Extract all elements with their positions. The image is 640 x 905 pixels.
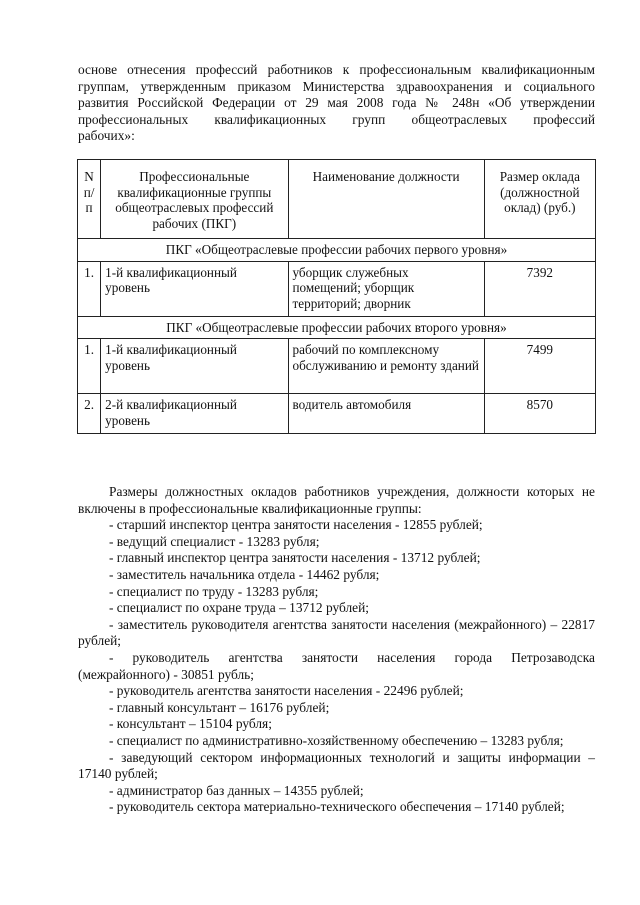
list-item: - главный консультант – 16176 рублей; [109, 699, 330, 715]
row-level: 1-й квалификационный уровень [101, 339, 288, 394]
list-item: - консультант – 15104 рубля; [109, 716, 272, 732]
row-salary: 8570 [484, 394, 595, 434]
table-row [78, 261, 596, 316]
salary-table [77, 159, 596, 434]
intro-line: развития Российской Федерации от 29 мая 2008 года № 248н «Об утверждении [78, 95, 595, 110]
group-row [78, 316, 596, 339]
header-group: Профессиональные квалификационные группы общеотраслевых профессий рабочих (ПКГ) [101, 160, 288, 239]
row-position: водитель автомобиля [288, 394, 484, 434]
list-item: - заведующий сектором информационных технологий и защиты информации – 17140 рублей; [78, 749, 595, 782]
list-item: - заместитель руководителя агентства занятости населения (межрайонного) – 22817 рублей; [78, 616, 595, 649]
list-item: - администратор баз данных – 14355 рублей; [109, 782, 364, 798]
row-num: 1. [78, 261, 101, 316]
list-item: - специалист по труду - 13283 рубля; [109, 583, 319, 599]
row-position: уборщик служебных помещений; уборщик территорий; дворник [288, 261, 484, 316]
header-position: Наименование должности [288, 160, 484, 239]
table-header-row [78, 160, 596, 239]
intro-line: профессиональных квалификационных групп общеотраслевых профессий [78, 111, 595, 127]
list-item: - заместитель начальника отдела - 14462 рубля; [109, 566, 380, 582]
row-num: 2. [78, 394, 101, 434]
list-item: - главный инспектор центра занятости населения - 13712 рублей; [109, 550, 481, 566]
list-item: - старший инспектор центра занятости населения - 12855 рублей; [109, 517, 483, 533]
list-item: - руководитель агентства занятости населения города Петрозаводска (межрайонного) - 30851 рубль; [78, 649, 595, 682]
lead-paragraph: Размеры должностных окладов работников учреждения, должности которых не включены в профессиональные квалификационные группы: [78, 484, 595, 516]
header-num: N п/п [78, 160, 101, 239]
row-level: 1-й квалификационный уровень [101, 261, 288, 316]
table-row [78, 394, 596, 434]
group-title: ПКГ «Общеотраслевые профессии рабочих второго уровня» [78, 316, 596, 339]
table-row [78, 339, 596, 394]
intro-line: рабочих»: [78, 128, 135, 143]
intro-line: группам, утвержденным приказом Министерства здравоохранения и социального [78, 78, 595, 94]
list-item: - руководитель сектора материально-технического обеспечения – 17140 рублей; [109, 799, 565, 815]
row-num: 1. [78, 339, 101, 394]
list-item: - специалист по административно-хозяйственному обеспечению – 13283 рубля; [109, 732, 564, 748]
group-title: ПКГ «Общеотраслевые профессии рабочих первого уровня» [78, 239, 596, 262]
row-salary: 7499 [484, 339, 595, 394]
intro-paragraph [78, 62, 595, 145]
intro-line: основе отнесения профессий работников к профессиональным квалификационным [78, 62, 595, 77]
list-item: - специалист по охране труда – 13712 рублей; [109, 600, 369, 616]
row-level: 2-й квалификационный уровень [101, 394, 288, 434]
list-item: - руководитель агентства занятости населения - 22496 рублей; [109, 683, 464, 699]
row-position: рабочий по комплексному обслуживанию и ремонту зданий [288, 339, 484, 394]
group-row [78, 239, 596, 262]
body-text [78, 484, 595, 816]
header-salary: Размер оклада (должностной оклад) (руб.) [484, 160, 595, 239]
row-salary: 7392 [484, 261, 595, 316]
list-item: - ведущий специалист - 13283 рубля; [109, 533, 320, 549]
